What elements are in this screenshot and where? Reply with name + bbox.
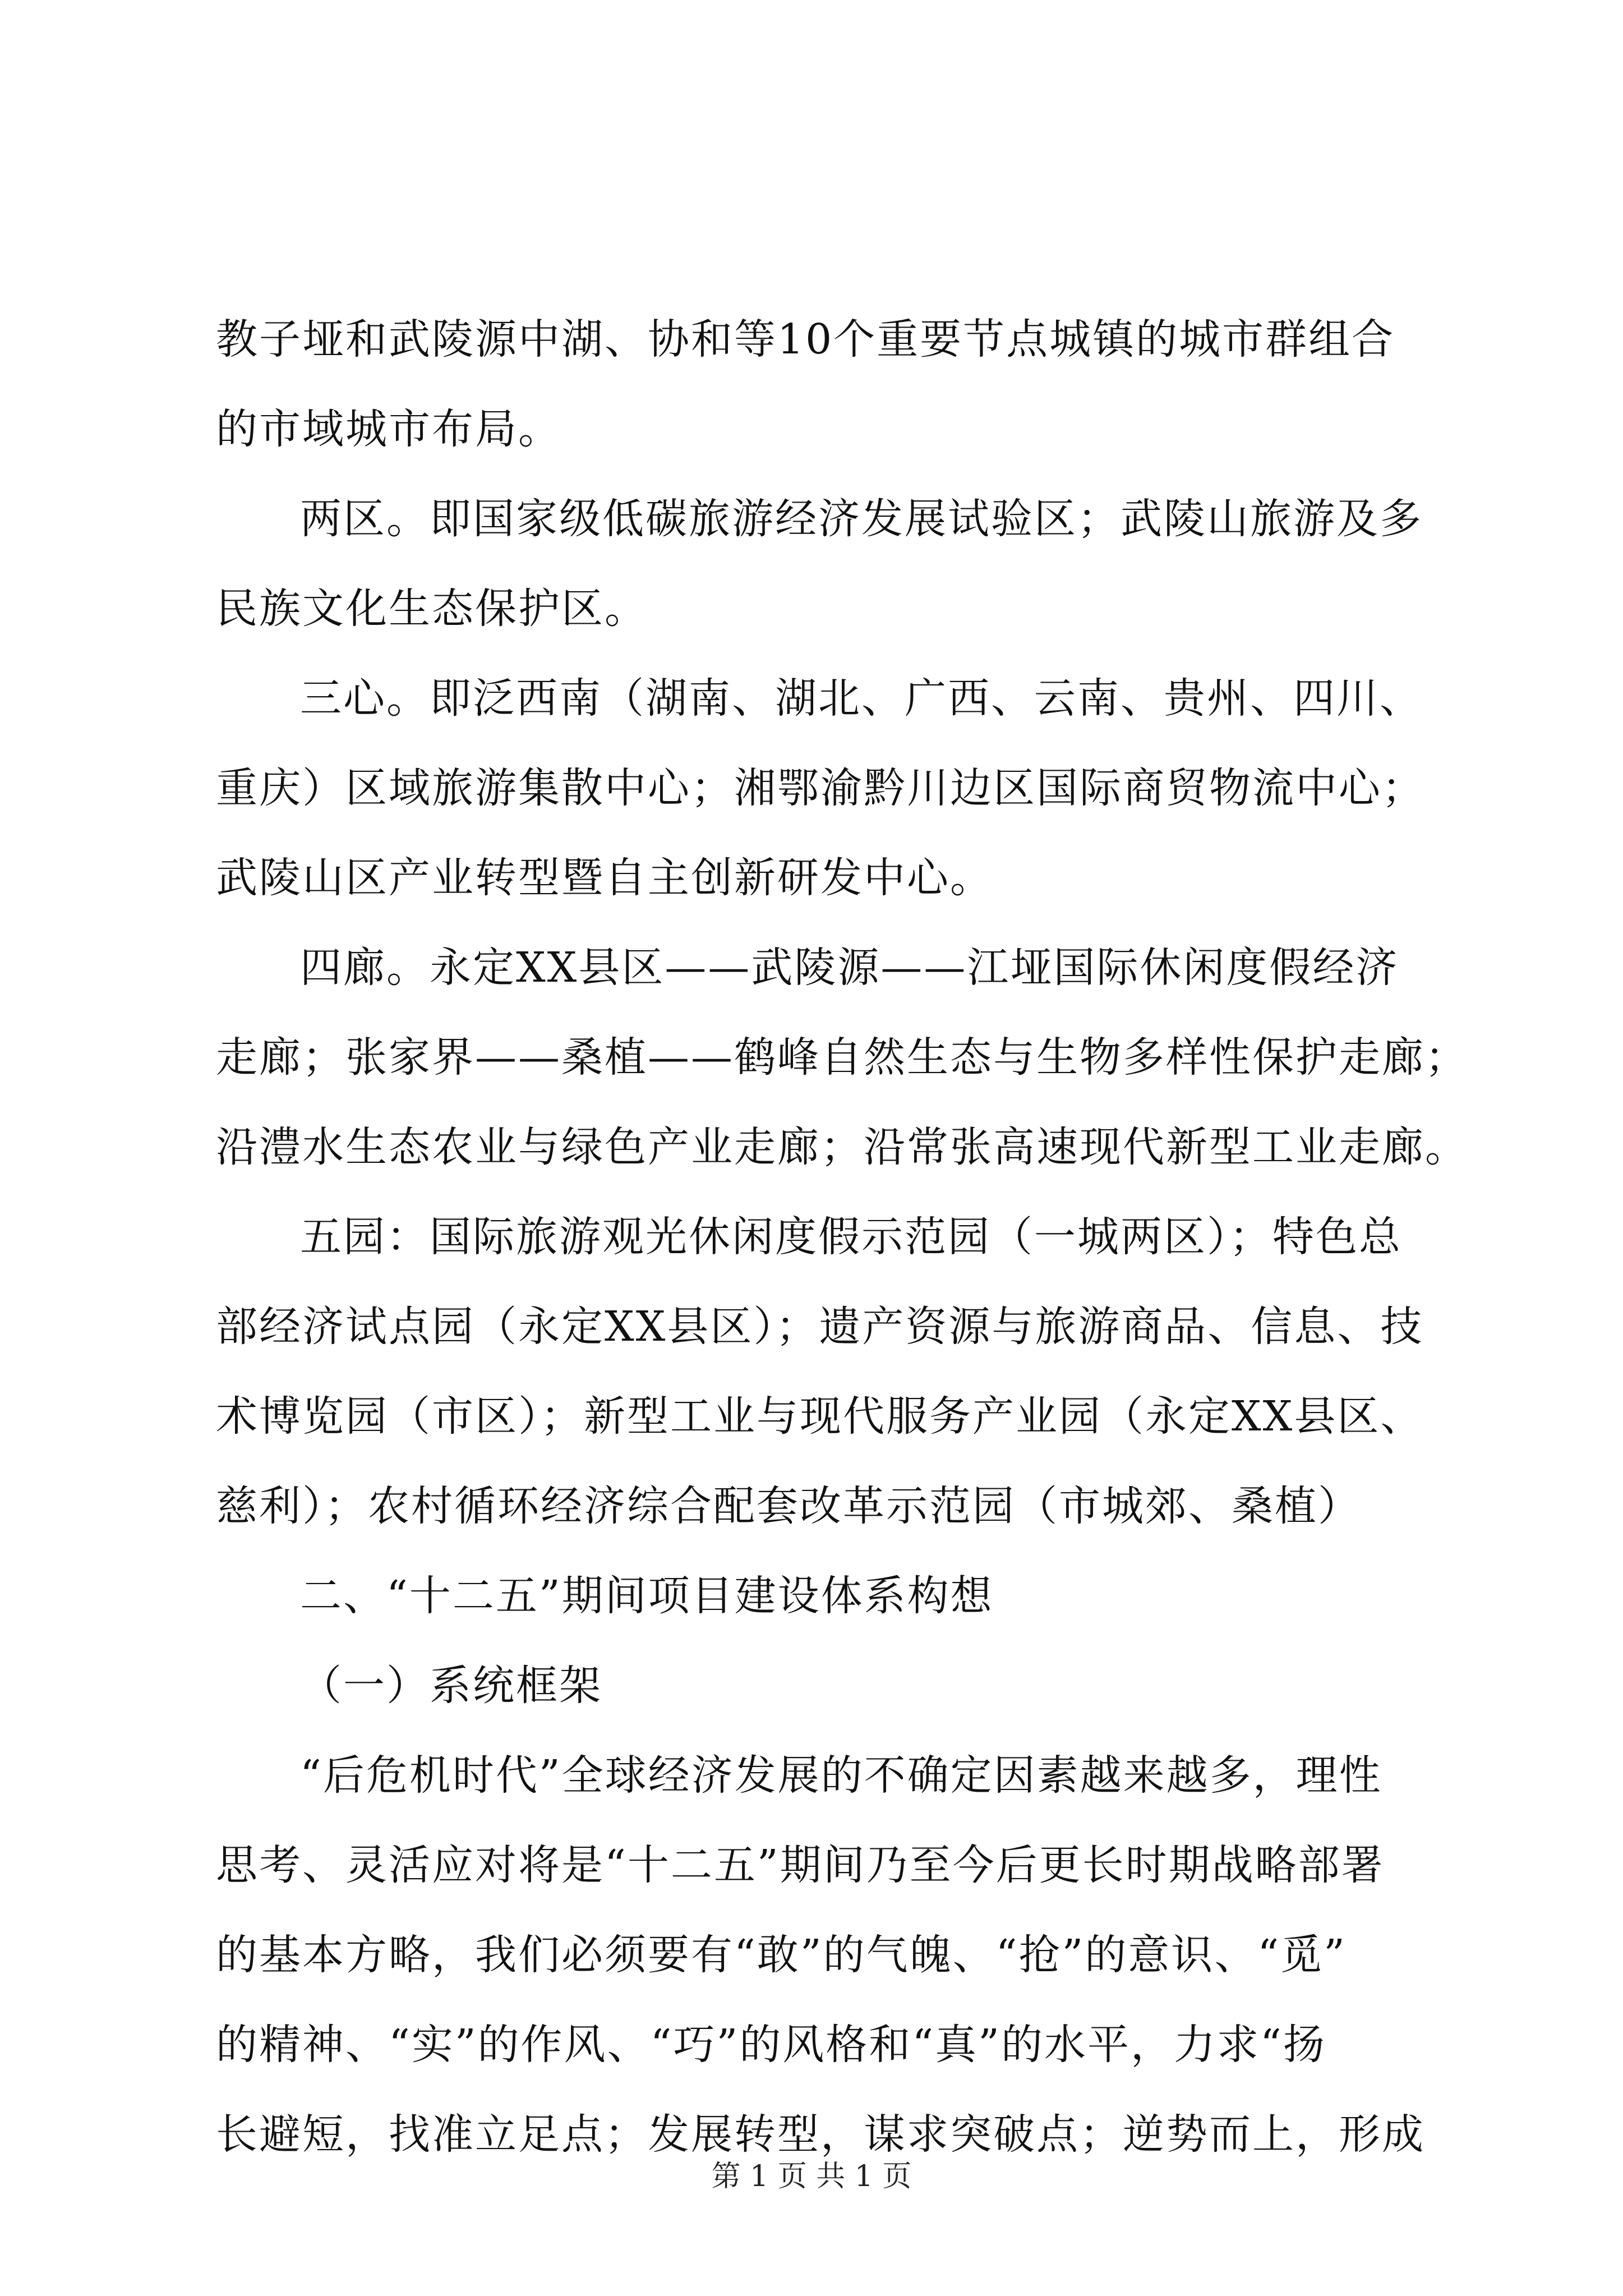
body-line-6: 重庆）区域旅游集散中心；湘鄂渝黔川边区国际商贸物流中心； bbox=[216, 764, 1425, 812]
body-line-17: “后危机时代”全球经济发展的不确定因素越来越多，理性 bbox=[300, 1751, 1382, 1800]
body-line-14: 慈利）；农村循环经济综合配套改革示范园（市城郊、桑植） bbox=[216, 1482, 1361, 1530]
body-line-10: 沿澧水生态农业与绿色产业走廊；沿常张高速现代新型工业走廊。 bbox=[216, 1123, 1468, 1171]
body-line-12: 部经济试点园（永定XX县区）；遗产资源与旅游商品、信息、技 bbox=[216, 1303, 1424, 1351]
body-line-13: 术博览园（市区）；新型工业与现代服务产业园（永定XX县区、 bbox=[216, 1392, 1424, 1441]
body-line-1: 教子垭和武陵源中湖、协和等10个重要节点城镇的城市群组合 bbox=[216, 315, 1395, 364]
body-line-21: 长避短，找准立足点；发展转型，谋求突破点；逆势而上，形成 bbox=[216, 2110, 1425, 2159]
body-line-20: 的精神、“实”的作风、“巧”的风格和“真”的水平，力求“扬 bbox=[216, 2021, 1326, 2069]
body-line-8: 四廊。永定XX县区——武陵源——江垭国际休闲度假经济 bbox=[300, 944, 1399, 992]
body-line-18: 思考、灵活应对将是“十二五”期间乃至今后更长时期战略部署 bbox=[216, 1841, 1385, 1889]
section-heading: 二、“十二五”期间项目建设体系构想 bbox=[300, 1572, 994, 1620]
body-line-2: 的市域城市布局。 bbox=[216, 405, 561, 453]
subsection-heading: （一）系统框架 bbox=[300, 1662, 602, 1710]
body-line-4: 民族文化生态保护区。 bbox=[216, 585, 648, 633]
body-line-9: 走廊；张家界——桑植——鹤峰自然生态与生物多样性保护走廊； bbox=[216, 1033, 1468, 1082]
body-line-5: 三心。即泛西南（湖南、湖北、广西、云南、贵州、四川、 bbox=[300, 674, 1423, 723]
body-line-19: 的基本方略，我们必须要有“敢”的气魄、“抢”的意识、“觅” bbox=[216, 1931, 1347, 1979]
body-line-7: 武陵山区产业转型暨自主创新研发中心。 bbox=[216, 854, 993, 902]
body-line-11: 五园：国际旅游观光休闲度假示范园（一城两区）；特色总 bbox=[300, 1213, 1402, 1261]
page-number-footer: 第 1 页 共 1 页 bbox=[711, 2160, 912, 2193]
body-line-3: 两区。即国家级低碳旅游经济发展试验区；武陵山旅游及多 bbox=[300, 495, 1423, 543]
